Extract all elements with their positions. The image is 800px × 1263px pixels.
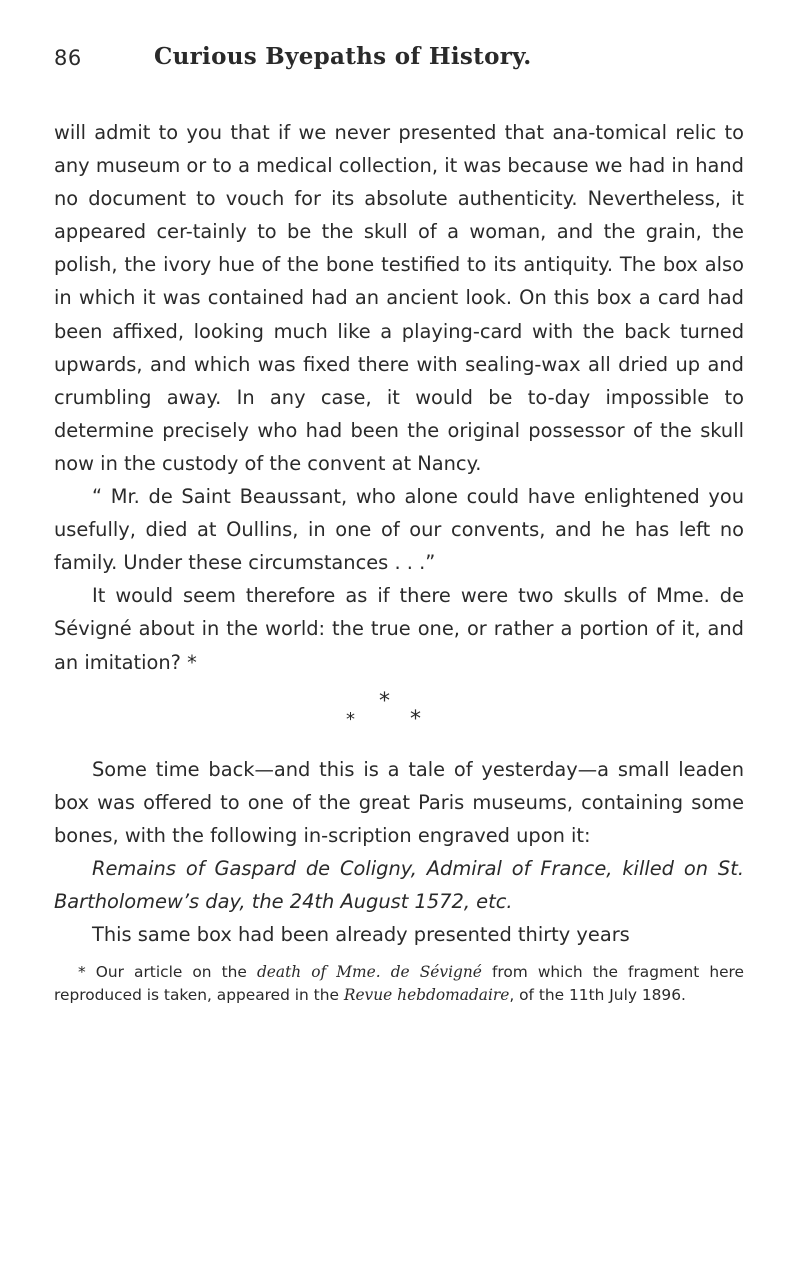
paragraph: This same box had been already presented thirty years <box>92 923 630 947</box>
footnote-article-title: death of Mme. de Sévigné <box>256 963 482 982</box>
running-title: Curious Byepaths of History. <box>154 43 532 70</box>
book-page <box>54 40 744 1007</box>
footnote-text: from which the fragment here reproduced is taken, appeared in the <box>54 963 744 1005</box>
footnote-marker: * <box>78 963 86 982</box>
separator-star: * <box>410 706 421 732</box>
running-head <box>54 40 744 78</box>
body-text <box>54 116 744 951</box>
footnote-text: , of the 11th July 1896. <box>509 986 686 1005</box>
footnote-text: Our article on the <box>95 963 247 982</box>
inscription: Remains of Gaspard de Coligny, Admiral of France, killed on St. Bartholomew’s day, the 24th August 1572, etc. <box>54 856 744 913</box>
separator-star: * <box>379 688 390 714</box>
section-separator <box>54 685 744 743</box>
page-number: 86 <box>54 46 82 70</box>
paragraph: It would seem therefore as if there were two skulls of Mme. de Sévigné about in the world: the true one, or rather a portion of it, and an imitation? * <box>54 584 744 674</box>
footnote-journal-title: Revue hebdomadaire <box>343 986 510 1005</box>
paragraph: Some time back—and this is a tale of yesterday—a small leaden box was offered to one of the great Paris museums, containing some bones, with the following in-scription engraved upon it: <box>54 757 744 847</box>
separator-star: * <box>346 708 355 730</box>
paragraph: “ Mr. de Saint Beaussant, who alone could have enlightened you usefully, died at Oullins, in one of our convents, and he has left no family. Under these circumstances . . .” <box>54 485 744 575</box>
footnote <box>54 961 744 1007</box>
paragraph: will admit to you that if we never presented that ana-tomical relic to any museum or to a medical collection, it was because we had in hand no document to vouch for its absolute authenticity. Nevertheless, it appeared cer-tainly to be the skull of a woman, and the grain, the polish, the ivory hue of the bone testified to its antiquity. The box also in which it was contained had an ancient look. On this box a card had been affixed, looking much like a playing-card with the back turned upwards, and which was fixed there with sealing-wax all dried up and crumbling away. In any case, it would be to-day impossible to determine precisely who had been the original possessor of the skull now in the custody of the convent at Nancy. <box>54 121 744 475</box>
